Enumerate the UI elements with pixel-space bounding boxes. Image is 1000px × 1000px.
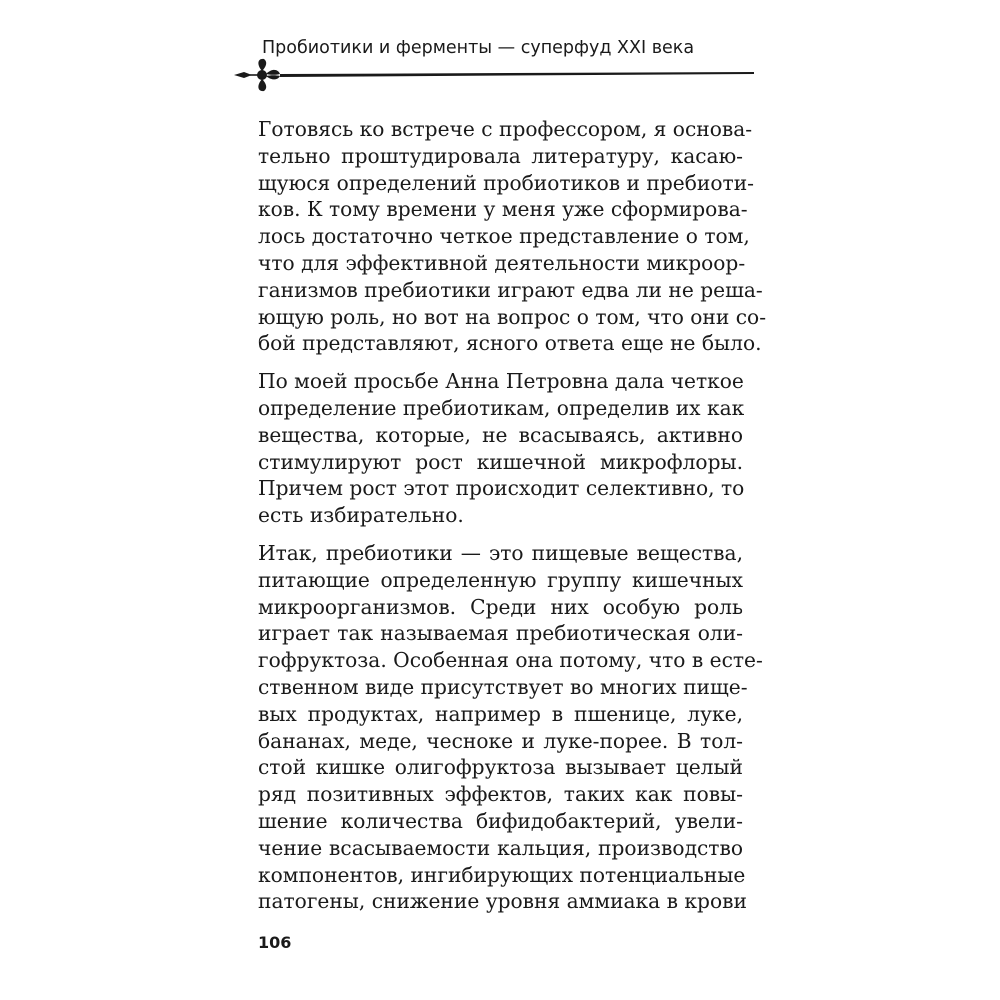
text-line: стой кишке олигофруктоза вызывает целый: [258, 755, 743, 780]
text-line: ганизмов пребиотики играют едва ли не реша-: [258, 277, 763, 302]
paragraph-gap: [258, 529, 743, 540]
text-line: что для эффективной деятельности микроор-: [258, 250, 746, 275]
text-line: патогены, снижение уровня аммиака в крови: [258, 889, 747, 914]
text-line: есть избирательно.: [258, 503, 464, 528]
text-line: тельно проштудировала литературу, касаю-: [258, 143, 743, 168]
text-line: лось достаточно четкое представление о том,: [258, 224, 750, 249]
page-number: 106: [258, 933, 292, 952]
text-line: ственном виде присутствует во многих пище-: [258, 674, 748, 699]
paragraph-gap: [258, 357, 743, 368]
text-line: Готовясь ко встрече с профессором, я основа-: [258, 117, 753, 141]
text-line: бананах, меде, чесноке и луке-порее. В тол-: [258, 728, 743, 753]
text-line: ряд позитивных эффектов, таких как повы-: [258, 782, 743, 807]
text-line: По моей просьбе Анна Петровна дала четкое: [258, 369, 744, 394]
text-line: ков. К тому времени у меня уже сформирова-: [258, 197, 748, 222]
paragraph: [258, 540, 763, 915]
text-line: стимулируют рост кишечной микрофлоры.: [258, 449, 743, 474]
body-text: [258, 116, 767, 915]
text-line: гофруктоза. Особенная она потому, что в есте-: [258, 648, 763, 673]
text-line: вых продуктах, например в пшенице, луке,: [258, 701, 743, 726]
text-line: Итак, пребиотики — это пищевые вещества,: [258, 540, 743, 565]
text-line: бой представляют, ясного ответа еще не было.: [258, 331, 762, 356]
header-ornament-icon: [234, 58, 754, 94]
running-title: Пробиотики и ферменты — суперфуд XXI века: [262, 38, 695, 58]
text-line: ющую роль, но вот на вопрос о том, что они со-: [258, 304, 767, 329]
paragraph: [258, 116, 767, 357]
text-line: шение количества бифидобактерий, увели-: [258, 808, 743, 833]
text-line: определение пребиотикам, определив их как: [258, 395, 745, 420]
text-line: компонентов, ингибирующих потенциальные: [258, 862, 746, 887]
text-line: щуюся определений пробиотиков и пребиоти-: [258, 170, 754, 195]
text-line: Причем рост этот происходит селективно, то: [258, 476, 745, 501]
text-line: играет так называемая пребиотическая оли-: [258, 621, 743, 646]
text-line: микроорганизмов. Среди них особую роль: [258, 594, 743, 619]
text-line: вещества, которые, не всасываясь, активно: [258, 422, 743, 447]
paragraph: [258, 368, 743, 529]
text-line: чение всасываемости кальция, производство: [258, 835, 743, 860]
text-line: питающие определенную группу кишечных: [258, 567, 743, 592]
